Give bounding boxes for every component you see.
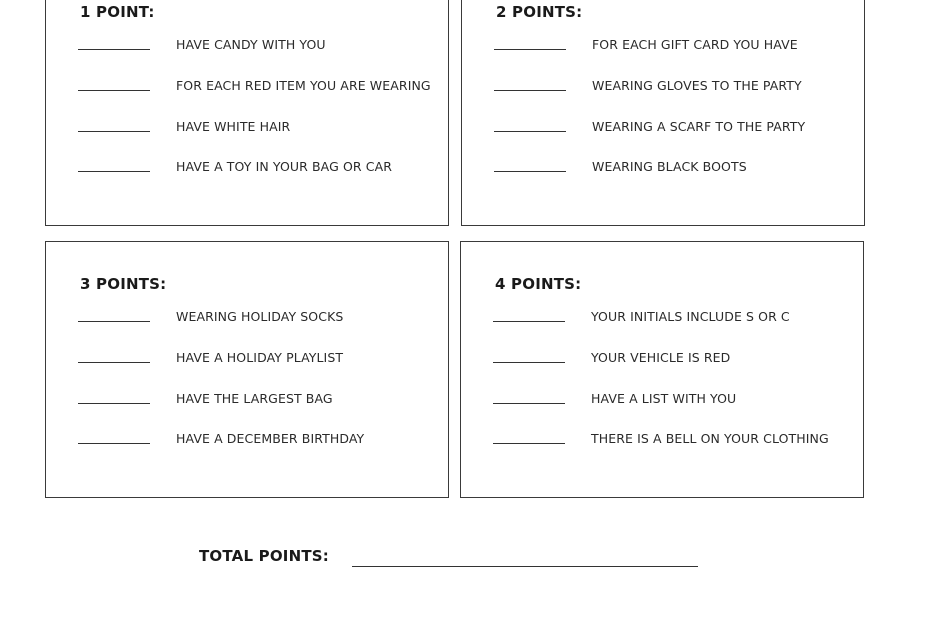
list-item <box>493 431 853 451</box>
list-item <box>78 119 438 139</box>
section-title: 3 POINTS: <box>80 275 167 293</box>
blank-line[interactable] <box>78 90 150 91</box>
list-item <box>78 78 438 98</box>
item-label: HAVE WHITE HAIR <box>176 119 291 134</box>
list-item <box>494 78 854 98</box>
list-item <box>78 431 438 451</box>
item-label: FOR EACH GIFT CARD YOU HAVE <box>592 37 798 52</box>
blank-line[interactable] <box>78 403 150 404</box>
blank-line[interactable] <box>493 443 565 444</box>
item-label: FOR EACH RED ITEM YOU ARE WEARING <box>176 78 431 93</box>
list-item <box>493 391 853 411</box>
section-2-points <box>461 0 865 226</box>
list-item <box>494 37 854 57</box>
item-label: YOUR VEHICLE IS RED <box>591 350 731 365</box>
blank-line[interactable] <box>78 443 150 444</box>
total-points-label: TOTAL POINTS: <box>199 547 329 565</box>
list-item <box>78 309 438 329</box>
blank-line[interactable] <box>493 403 565 404</box>
blank-line[interactable] <box>78 171 150 172</box>
item-label: WEARING A SCARF TO THE PARTY <box>592 119 806 134</box>
section-1-point <box>45 0 449 226</box>
item-label: HAVE THE LARGEST BAG <box>176 391 333 406</box>
blank-line[interactable] <box>78 362 150 363</box>
blank-line[interactable] <box>494 90 566 91</box>
item-label: YOUR INITIALS INCLUDE S OR C <box>591 309 790 324</box>
blank-line[interactable] <box>494 171 566 172</box>
list-item <box>78 159 438 179</box>
blank-line[interactable] <box>78 131 150 132</box>
blank-line[interactable] <box>493 321 565 322</box>
list-item <box>494 119 854 139</box>
item-label: WEARING GLOVES TO THE PARTY <box>592 78 802 93</box>
item-label: HAVE CANDY WITH YOU <box>176 37 326 52</box>
section-4-points <box>460 241 864 498</box>
list-item <box>78 391 438 411</box>
blank-line[interactable] <box>493 362 565 363</box>
section-title: 4 POINTS: <box>495 275 582 293</box>
section-title: 1 POINT: <box>80 3 155 21</box>
item-label: HAVE A DECEMBER BIRTHDAY <box>176 431 365 446</box>
item-label: WEARING HOLIDAY SOCKS <box>176 309 344 324</box>
blank-line[interactable] <box>78 49 150 50</box>
blank-line[interactable] <box>494 49 566 50</box>
total-points-field[interactable] <box>352 566 698 567</box>
list-item <box>494 159 854 179</box>
item-label: THERE IS A BELL ON YOUR CLOTHING <box>591 431 829 446</box>
item-label: HAVE A LIST WITH YOU <box>591 391 737 406</box>
list-item <box>78 350 438 370</box>
section-title: 2 POINTS: <box>496 3 583 21</box>
section-3-points <box>45 241 449 498</box>
list-item <box>493 350 853 370</box>
item-label: HAVE A TOY IN YOUR BAG OR CAR <box>176 159 393 174</box>
list-item <box>493 309 853 329</box>
item-label: HAVE A HOLIDAY PLAYLIST <box>176 350 344 365</box>
blank-line[interactable] <box>494 131 566 132</box>
list-item <box>78 37 438 57</box>
item-label: WEARING BLACK BOOTS <box>592 159 747 174</box>
blank-line[interactable] <box>78 321 150 322</box>
